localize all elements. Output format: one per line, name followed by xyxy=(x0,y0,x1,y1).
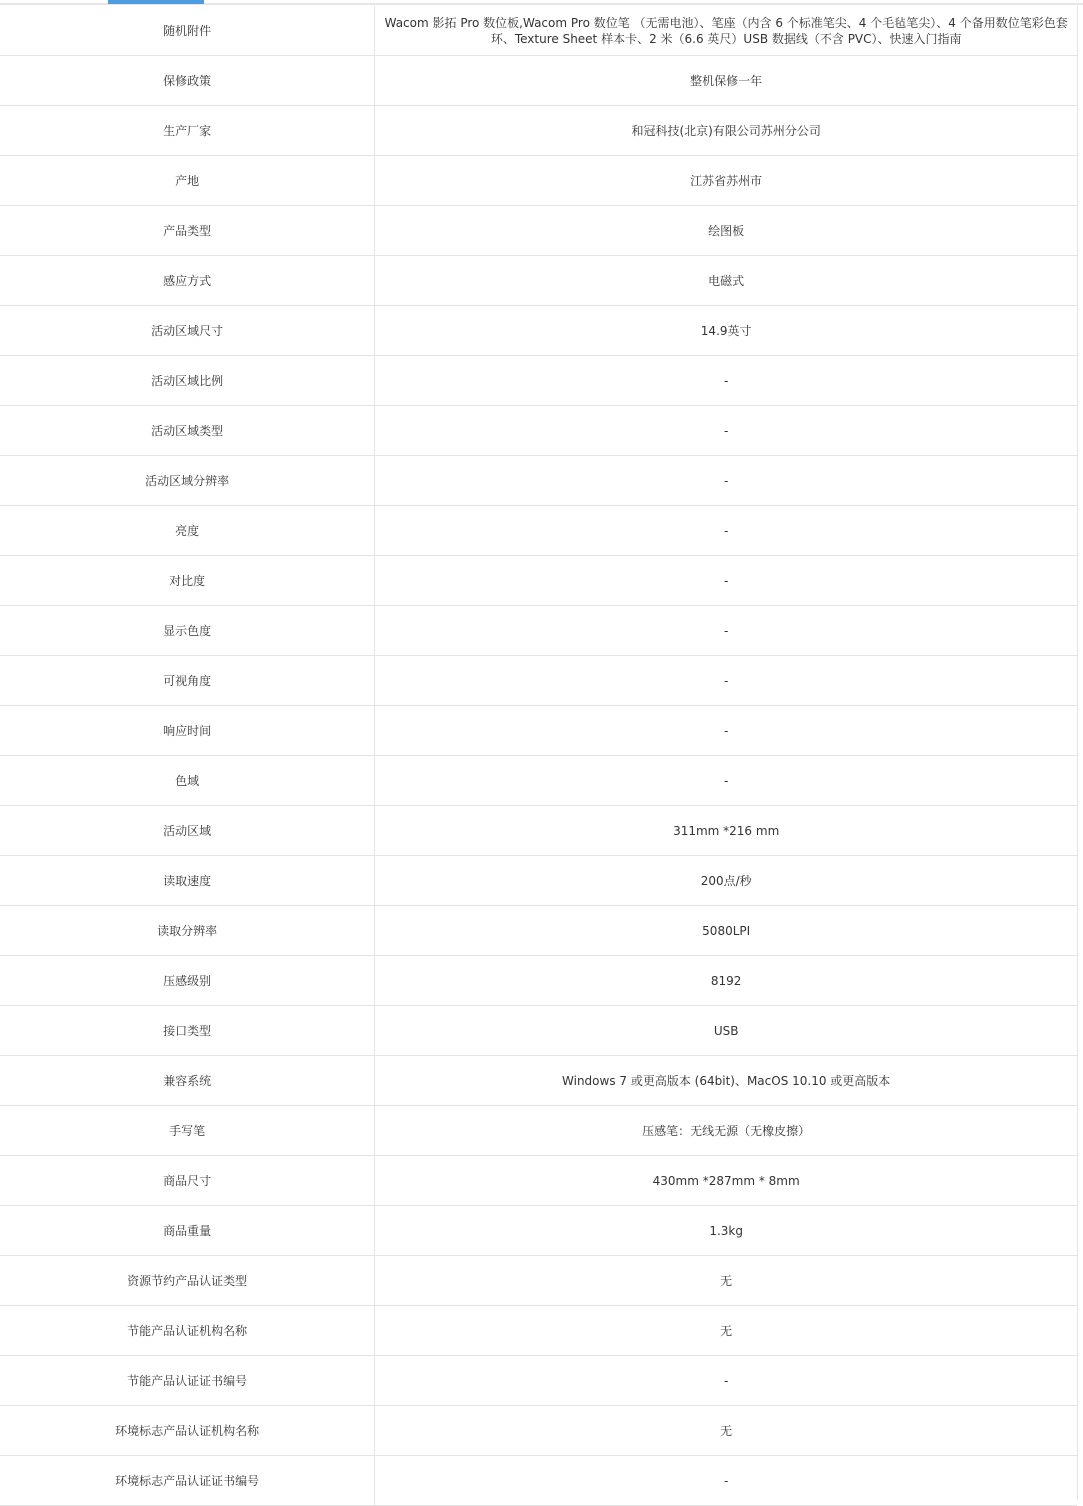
spec-value: 压感笔：无线无源（无橡皮擦） xyxy=(375,1106,1077,1156)
spec-label: 接口类型 xyxy=(0,1006,375,1056)
table-row xyxy=(0,206,1077,256)
spec-value: 无 xyxy=(375,1256,1077,1306)
spec-label: 随机附件 xyxy=(0,6,375,56)
spec-label: 感应方式 xyxy=(0,256,375,306)
table-row xyxy=(0,706,1077,756)
spec-value: Windows 7 或更高版本 (64bit)、MacOS 10.10 或更高版本 xyxy=(375,1056,1077,1106)
spec-value: - xyxy=(375,706,1077,756)
spec-value: - xyxy=(375,1456,1077,1506)
spec-table-body xyxy=(0,6,1077,1506)
spec-label: 读取分辨率 xyxy=(0,906,375,956)
table-row xyxy=(0,1206,1077,1256)
spec-value: - xyxy=(375,656,1077,706)
table-row xyxy=(0,1056,1077,1106)
spec-value: 1.3kg xyxy=(375,1206,1077,1256)
spec-value: 和冠科技(北京)有限公司苏州分公司 xyxy=(375,106,1077,156)
spec-value: 8192 xyxy=(375,956,1077,1006)
spec-value: - xyxy=(375,756,1077,806)
table-row xyxy=(0,906,1077,956)
table-row xyxy=(0,806,1077,856)
spec-label: 资源节约产品认证类型 xyxy=(0,1256,375,1306)
spec-label: 环境标志产品认证机构名称 xyxy=(0,1406,375,1456)
spec-value: 430mm *287mm * 8mm xyxy=(375,1156,1077,1206)
spec-value: - xyxy=(375,356,1077,406)
spec-value: 绘图板 xyxy=(375,206,1077,256)
table-row xyxy=(0,556,1077,606)
table-row xyxy=(0,406,1077,456)
spec-label: 商品重量 xyxy=(0,1206,375,1256)
table-row xyxy=(0,56,1077,106)
spec-label: 对比度 xyxy=(0,556,375,606)
spec-label: 响应时间 xyxy=(0,706,375,756)
spec-value: 无 xyxy=(375,1306,1077,1356)
spec-label: 节能产品认证机构名称 xyxy=(0,1306,375,1356)
spec-label: 读取速度 xyxy=(0,856,375,906)
spec-value: Wacom 影拓 Pro 数位板,Wacom Pro 数位笔 （无需电池）、笔座（内含 6 个标准笔尖、4 个毛毡笔尖）、4 个备用数位笔彩色套环、Texture Sheet 样本卡、2 米（6.6 英尺）USB 数据线（不含 PVC）、快速入门指南 xyxy=(375,6,1077,56)
spec-label: 活动区域分辨率 xyxy=(0,456,375,506)
table-row xyxy=(0,1456,1077,1506)
spec-value: USB xyxy=(375,1006,1077,1056)
table-row xyxy=(0,156,1077,206)
table-row xyxy=(0,756,1077,806)
spec-label: 色域 xyxy=(0,756,375,806)
spec-label: 活动区域比例 xyxy=(0,356,375,406)
spec-label: 手写笔 xyxy=(0,1106,375,1156)
spec-label: 生产厂家 xyxy=(0,106,375,156)
spec-value: 无 xyxy=(375,1406,1077,1456)
table-row xyxy=(0,1256,1077,1306)
table-row xyxy=(0,356,1077,406)
spec-value: 江苏省苏州市 xyxy=(375,156,1077,206)
table-row xyxy=(0,1106,1077,1156)
spec-table xyxy=(0,6,1077,1506)
active-tab-indicator[interactable] xyxy=(108,0,204,4)
table-row xyxy=(0,456,1077,506)
spec-label: 产地 xyxy=(0,156,375,206)
spec-value: 200点/秒 xyxy=(375,856,1077,906)
table-row xyxy=(0,606,1077,656)
table-right-border xyxy=(1077,6,1078,1499)
spec-value: 整机保修一年 xyxy=(375,56,1077,106)
spec-value: - xyxy=(375,556,1077,606)
table-row xyxy=(0,856,1077,906)
spec-label: 压感级别 xyxy=(0,956,375,1006)
spec-label: 活动区域类型 xyxy=(0,406,375,456)
table-row xyxy=(0,106,1077,156)
table-row xyxy=(0,256,1077,306)
spec-value: - xyxy=(375,456,1077,506)
spec-label: 活动区域尺寸 xyxy=(0,306,375,356)
table-row xyxy=(0,1356,1077,1406)
spec-label: 环境标志产品认证证书编号 xyxy=(0,1456,375,1506)
spec-value: 5080LPI xyxy=(375,906,1077,956)
table-row xyxy=(0,1156,1077,1206)
spec-value: - xyxy=(375,506,1077,556)
spec-value: 14.9英寸 xyxy=(375,306,1077,356)
spec-value: - xyxy=(375,1356,1077,1406)
table-row xyxy=(0,1406,1077,1456)
table-row xyxy=(0,1306,1077,1356)
spec-label: 活动区域 xyxy=(0,806,375,856)
table-row xyxy=(0,956,1077,1006)
spec-label: 显示色度 xyxy=(0,606,375,656)
table-row xyxy=(0,6,1077,56)
spec-value: - xyxy=(375,406,1077,456)
spec-label: 商品尺寸 xyxy=(0,1156,375,1206)
spec-label: 产品类型 xyxy=(0,206,375,256)
spec-value: - xyxy=(375,606,1077,656)
spec-label: 亮度 xyxy=(0,506,375,556)
table-row xyxy=(0,656,1077,706)
table-row xyxy=(0,506,1077,556)
spec-label: 保修政策 xyxy=(0,56,375,106)
spec-label: 节能产品认证证书编号 xyxy=(0,1356,375,1406)
table-row xyxy=(0,1006,1077,1056)
spec-label: 可视角度 xyxy=(0,656,375,706)
table-row xyxy=(0,306,1077,356)
spec-value: 电磁式 xyxy=(375,256,1077,306)
spec-label: 兼容系统 xyxy=(0,1056,375,1106)
spec-value: 311mm *216 mm xyxy=(375,806,1077,856)
